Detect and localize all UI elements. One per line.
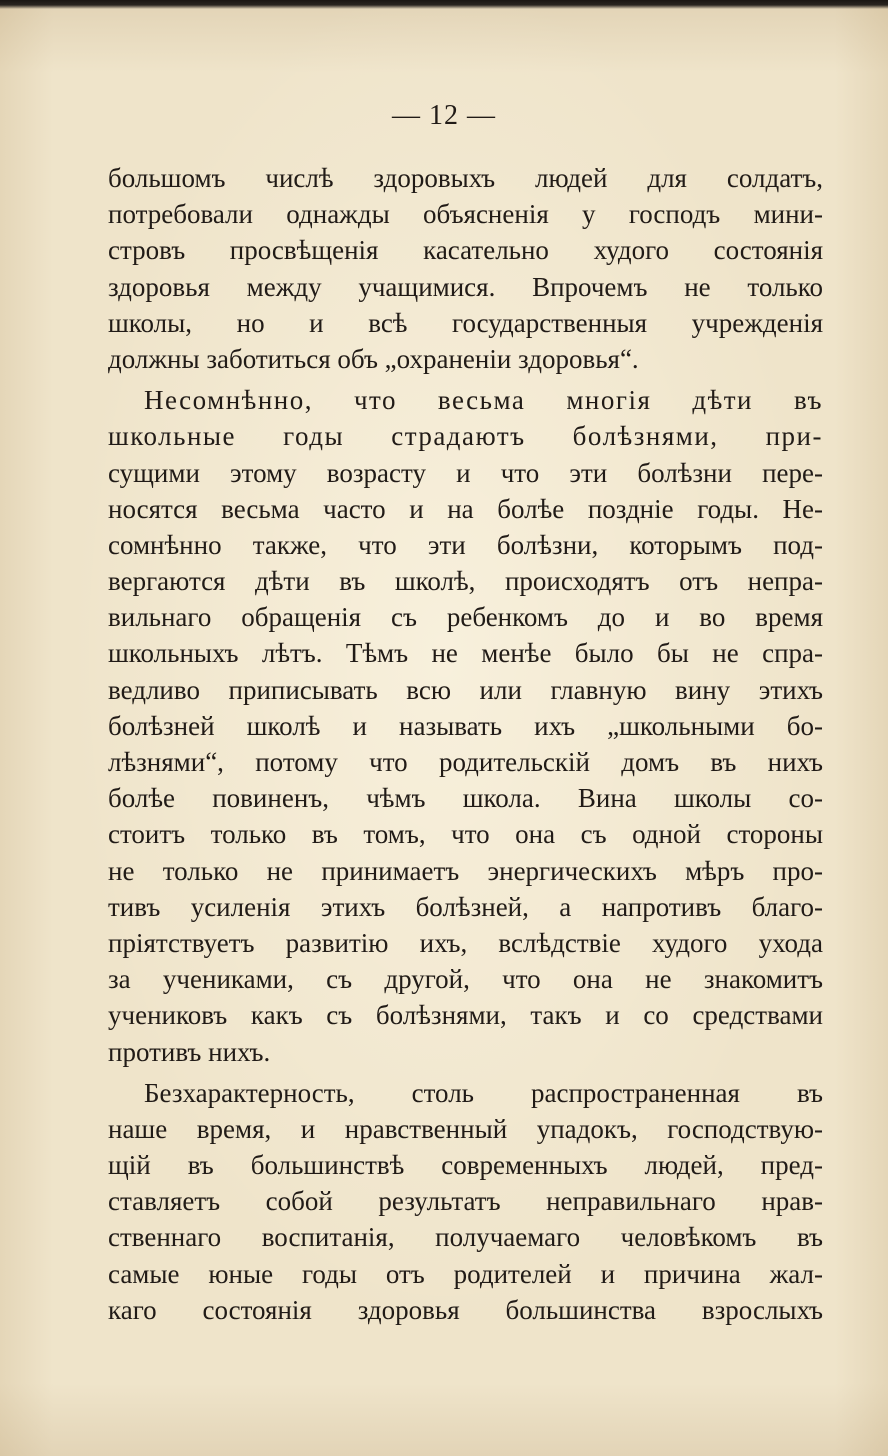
paragraph [108, 160, 823, 377]
text-line: сомнѣнно также, что эти болѣзни, которымъ под- [108, 529, 823, 560]
text-line: носятся весьма часто и на болѣе поздніе годы. Не- [108, 493, 823, 524]
text-line: должны заботиться объ „охраненіи здоровья“. [108, 343, 639, 374]
text-line: ведливо приписывать всю или главную вину этихъ [108, 674, 823, 705]
text-line: болѣе повиненъ, чѣмъ школа. Вина школы со- [108, 783, 823, 814]
text-line: школы, но и всѣ государственныя учрежденія [108, 307, 823, 338]
text-line: вильнаго обращенія съ ребенкомъ до и во время [108, 602, 823, 633]
text-line: сущими этому возрасту и что эти болѣзни пере- [108, 457, 823, 488]
text-line: самые юные годы отъ родителей и причина жал- [108, 1258, 823, 1289]
text-line: лѣзнями“, потому что родительскій домъ въ нихъ [108, 747, 823, 777]
text-line: стровъ просвѣщенія касательно худого состоянія [108, 235, 823, 266]
text-block [108, 160, 823, 1328]
text-line: каго состоянія здоровья большинства взрослыхъ [108, 1294, 823, 1325]
text-line: стоитъ только въ томъ, что она съ одной стороны [108, 819, 823, 850]
text-line: здоровья между учащимися. Впрочемъ не только [108, 271, 823, 302]
text-line: щій въ большинствѣ современныхъ людей, пред- [108, 1150, 823, 1181]
paragraph [108, 1075, 823, 1328]
text-line: Несомнѣнно, что весьма многія дѣти въ [144, 385, 823, 416]
text-line: тивъ усиленія этихъ болѣзней, а напротивъ благо- [108, 891, 823, 922]
text-line: не только не принимаетъ энергическихъ мѣръ про- [108, 855, 823, 886]
page-number: — 12 — [392, 100, 496, 131]
text-line: ставляетъ собой результатъ неправильнаго нрав- [108, 1186, 823, 1217]
text-line: школьныхъ лѣтъ. Тѣмъ не менѣе было бы не спра- [108, 638, 823, 669]
text-line: за учениками, съ другой, что она не знакомитъ [108, 964, 823, 995]
text-line: пріятствуетъ развитію ихъ, вслѣдствіе худого ухода [108, 927, 823, 958]
text-line: Безхарактерность, столь распространенная въ [144, 1077, 823, 1108]
text-line: учениковъ какъ съ болѣзнями, такъ и со средствами [108, 1000, 823, 1031]
text-line: болѣзней школѣ и называть ихъ „школьными бо- [108, 710, 823, 741]
text-line: потребовали однажды объясненія у господъ мини- [108, 199, 823, 230]
text-line: школьные годы страдаютъ болѣзнями, при- [108, 421, 823, 452]
text-line: ственнаго воспитанія, получаемаго человѣкомъ въ [108, 1222, 823, 1253]
text-line: противъ нихъ. [108, 1036, 271, 1067]
page-top-edge [0, 0, 888, 9]
paragraph [108, 382, 823, 1070]
text-line: вергаются дѣти въ школѣ, происходятъ отъ непра- [108, 566, 823, 597]
text-line: большомъ числѣ здоровыхъ людей для солдатъ, [108, 163, 823, 193]
text-line: наше время, и нравственный упадокъ, господствую- [108, 1113, 823, 1144]
